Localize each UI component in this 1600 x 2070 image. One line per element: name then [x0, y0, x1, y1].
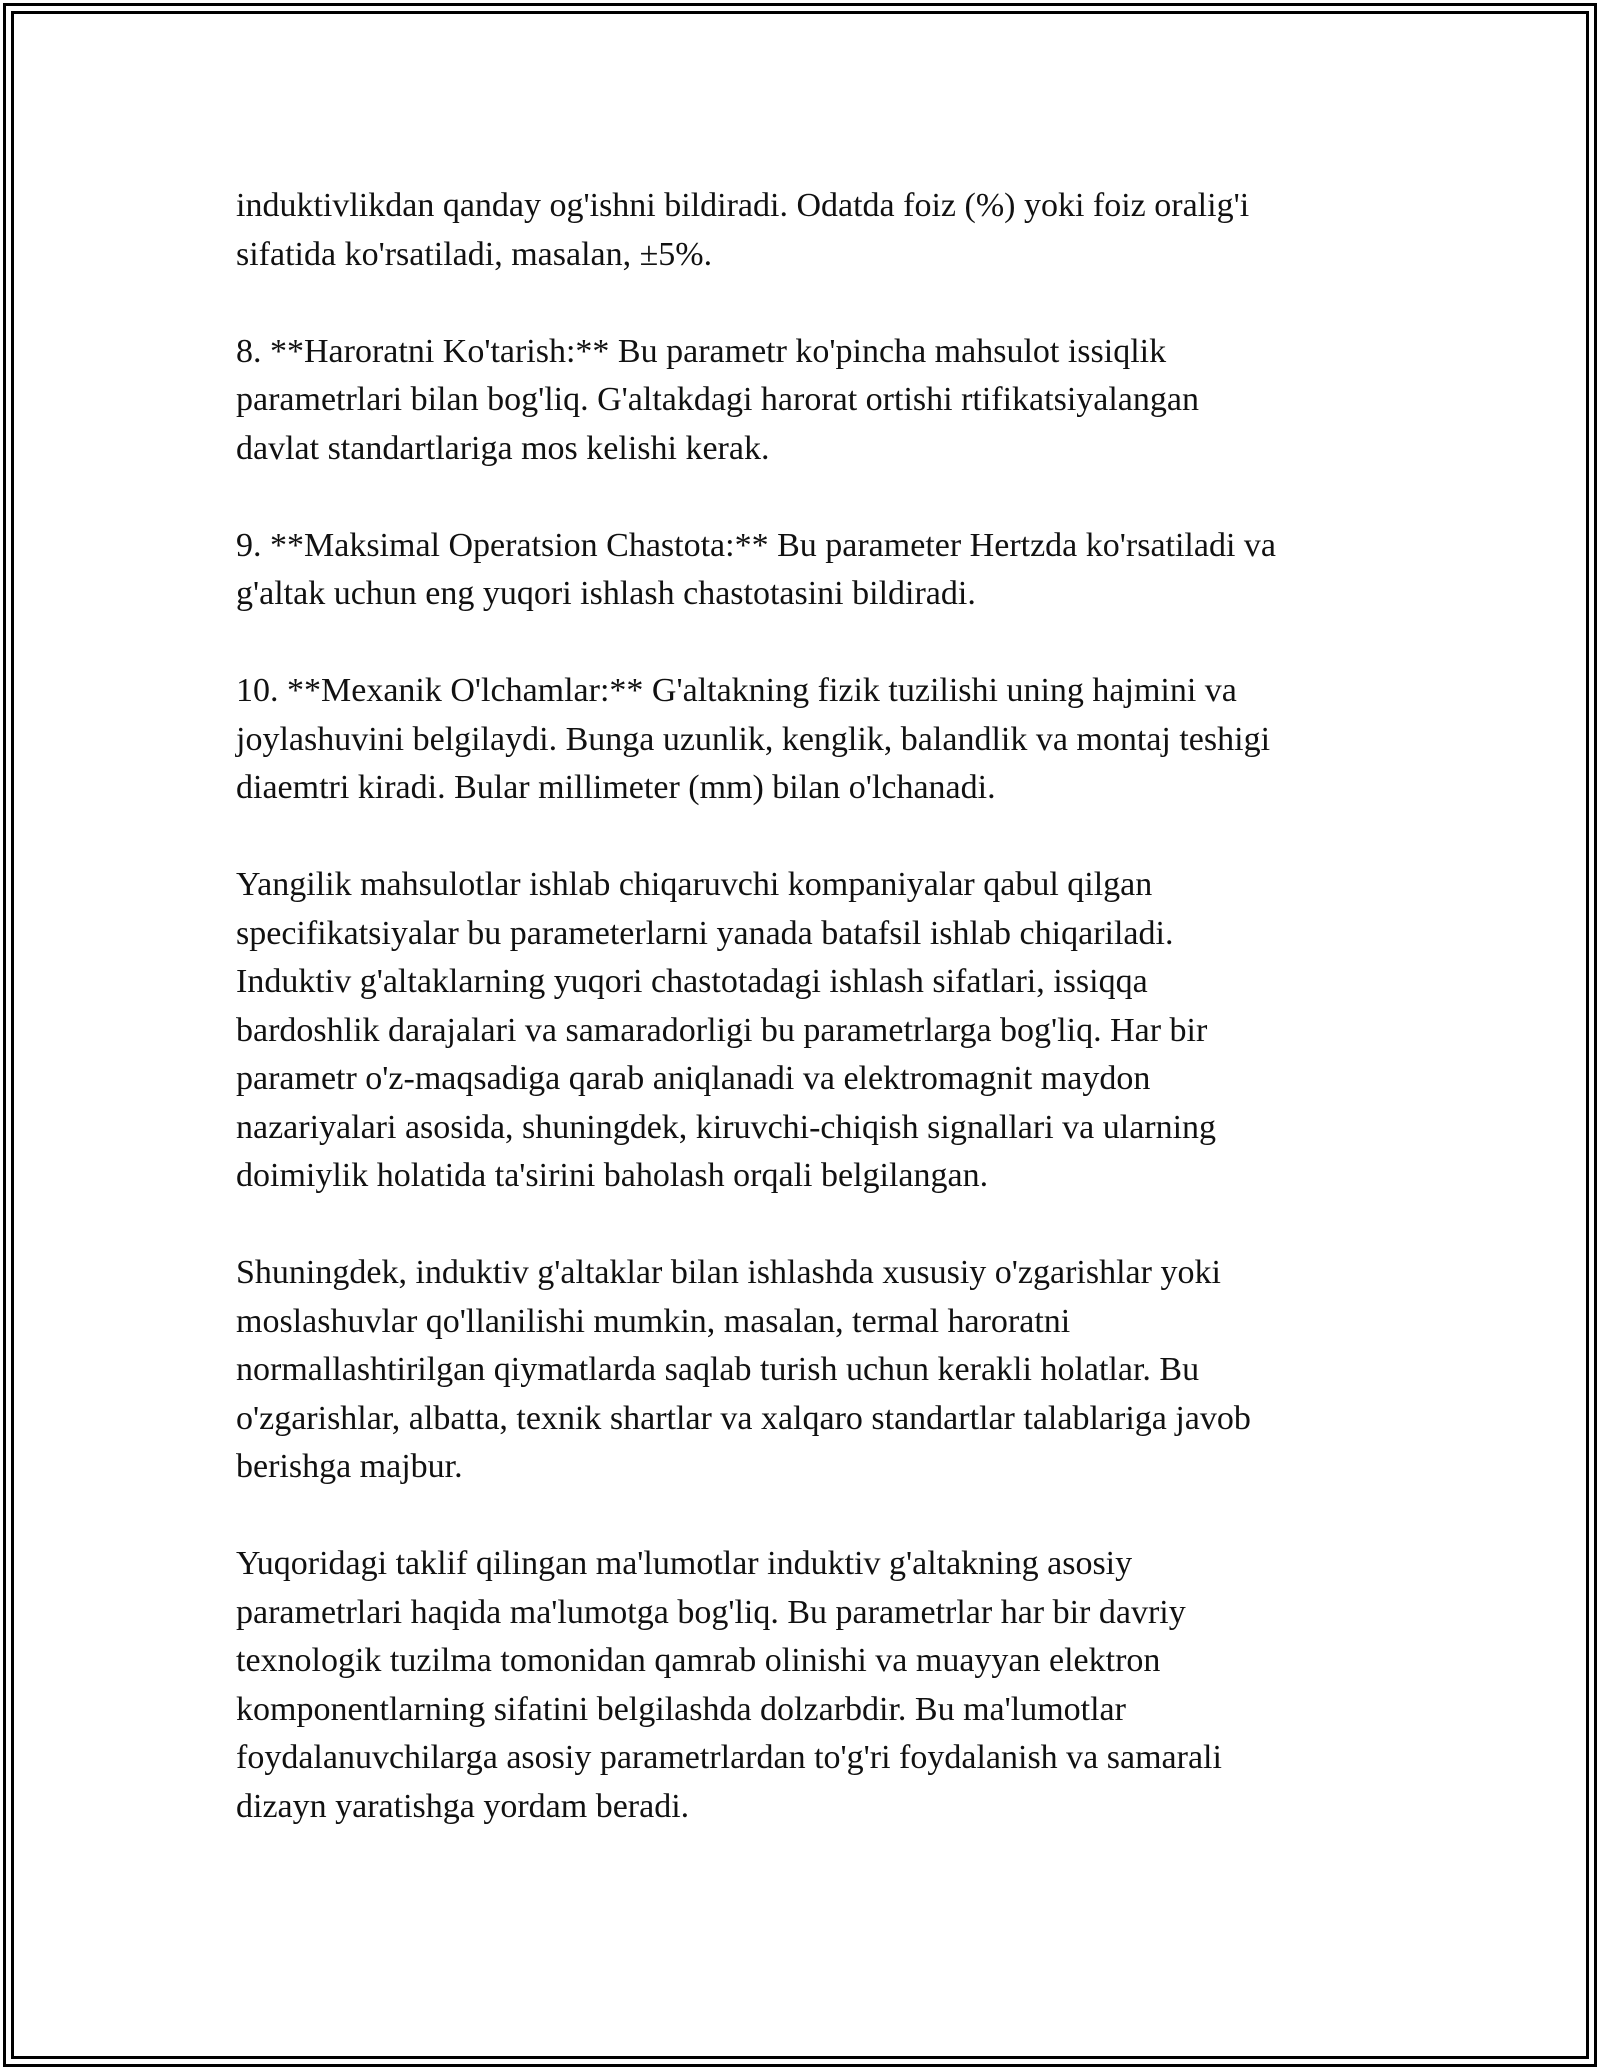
paragraph-item-10-mechanical-dimensions: 10. **Mexanik O'lchamlar:** G'altakning fizik tuzilishi uning hajmini va joylashuvini belgilaydi. Bunga uzunlik, kenglik, balandlik va montaj teshigi diaemtri kiradi. Bular millimeter (mm) bilan o'lchanadi. — [236, 672, 1271, 806]
paragraph-item-9-max-frequency: 9. **Maksimal Operatsion Chastota:** Bu parameter Hertzda ko'rsatiladi va g'altak uchun eng yuqori ishlash chastotasini bildiradi. — [236, 526, 1277, 612]
paragraph-item-8-temperature-rise: 8. **Haroratni Ko'tarish:** Bu parametr ko'pincha mahsulot issiqlik parametrlari bilan bog'liq. G'altakdagi harorat ortishi rtifikatsiyalangan davlat standartlariga mos kelishi kerak. — [236, 332, 1199, 467]
paragraph-tolerance-continuation: induktivlikdan qanday og'ishni bildiradi. Odatda foiz (%) yoki foiz oralig'i sifatida ko'rsatiladi, masalan, ±5%. — [236, 187, 1250, 273]
document-body — [236, 182, 1396, 1831]
paragraph-manufacturer-specifications: Yangilik mahsulotlar ishlab chiqaruvchi kompaniyalar qabul qilgan specifikatsiyalar bu parameterlarni yanada batafsil ishlab chiqariladi. Induktiv g'altaklarning yuqori chastotadagi ishlash sifatlari, issiqqa bardoshlik darajalari va samaradorligi bu parametrlarga bog'liq. Har bir parametr o'z-maqsadiga qarab aniqlanadi va elektromagnit maydon nazariyalari asosida, shuningdek, kiruvchi-chiqish signallari va ularning doimiylik holatida ta'sirini baholash orqali belgilangan. — [236, 866, 1217, 1194]
paragraph-modifications: Shuningdek, induktiv g'altaklar bilan ishlashda xususiy o'zgarishlar yoki moslashuvlar qo'llanilishi mumkin, masalan, termal haroratni normallashtirilgan qiymatlarda saqlab turish uchun kerakli holatlar. Bu o'zgarishlar, albatta, texnik shartlar va xalqaro standartlar talablariga javob berishga majbur. — [236, 1254, 1251, 1485]
paragraph-conclusion: Yuqoridagi taklif qilingan ma'lumotlar induktiv g'altakning asosiy parametrlari haqida ma'lumotga bog'liq. Bu parametrlar har bir davriy texnologik tuzilma tomonidan qamrab olinishi va muayyan elektron komponentlarning sifatini belgilashda dolzarbdir. Bu ma'lumotlar foydalanuvchilarga asosiy parametrlardan to'g'ri foydalanish va samarali dizayn yaratishga yordam beradi. — [236, 1545, 1222, 1825]
